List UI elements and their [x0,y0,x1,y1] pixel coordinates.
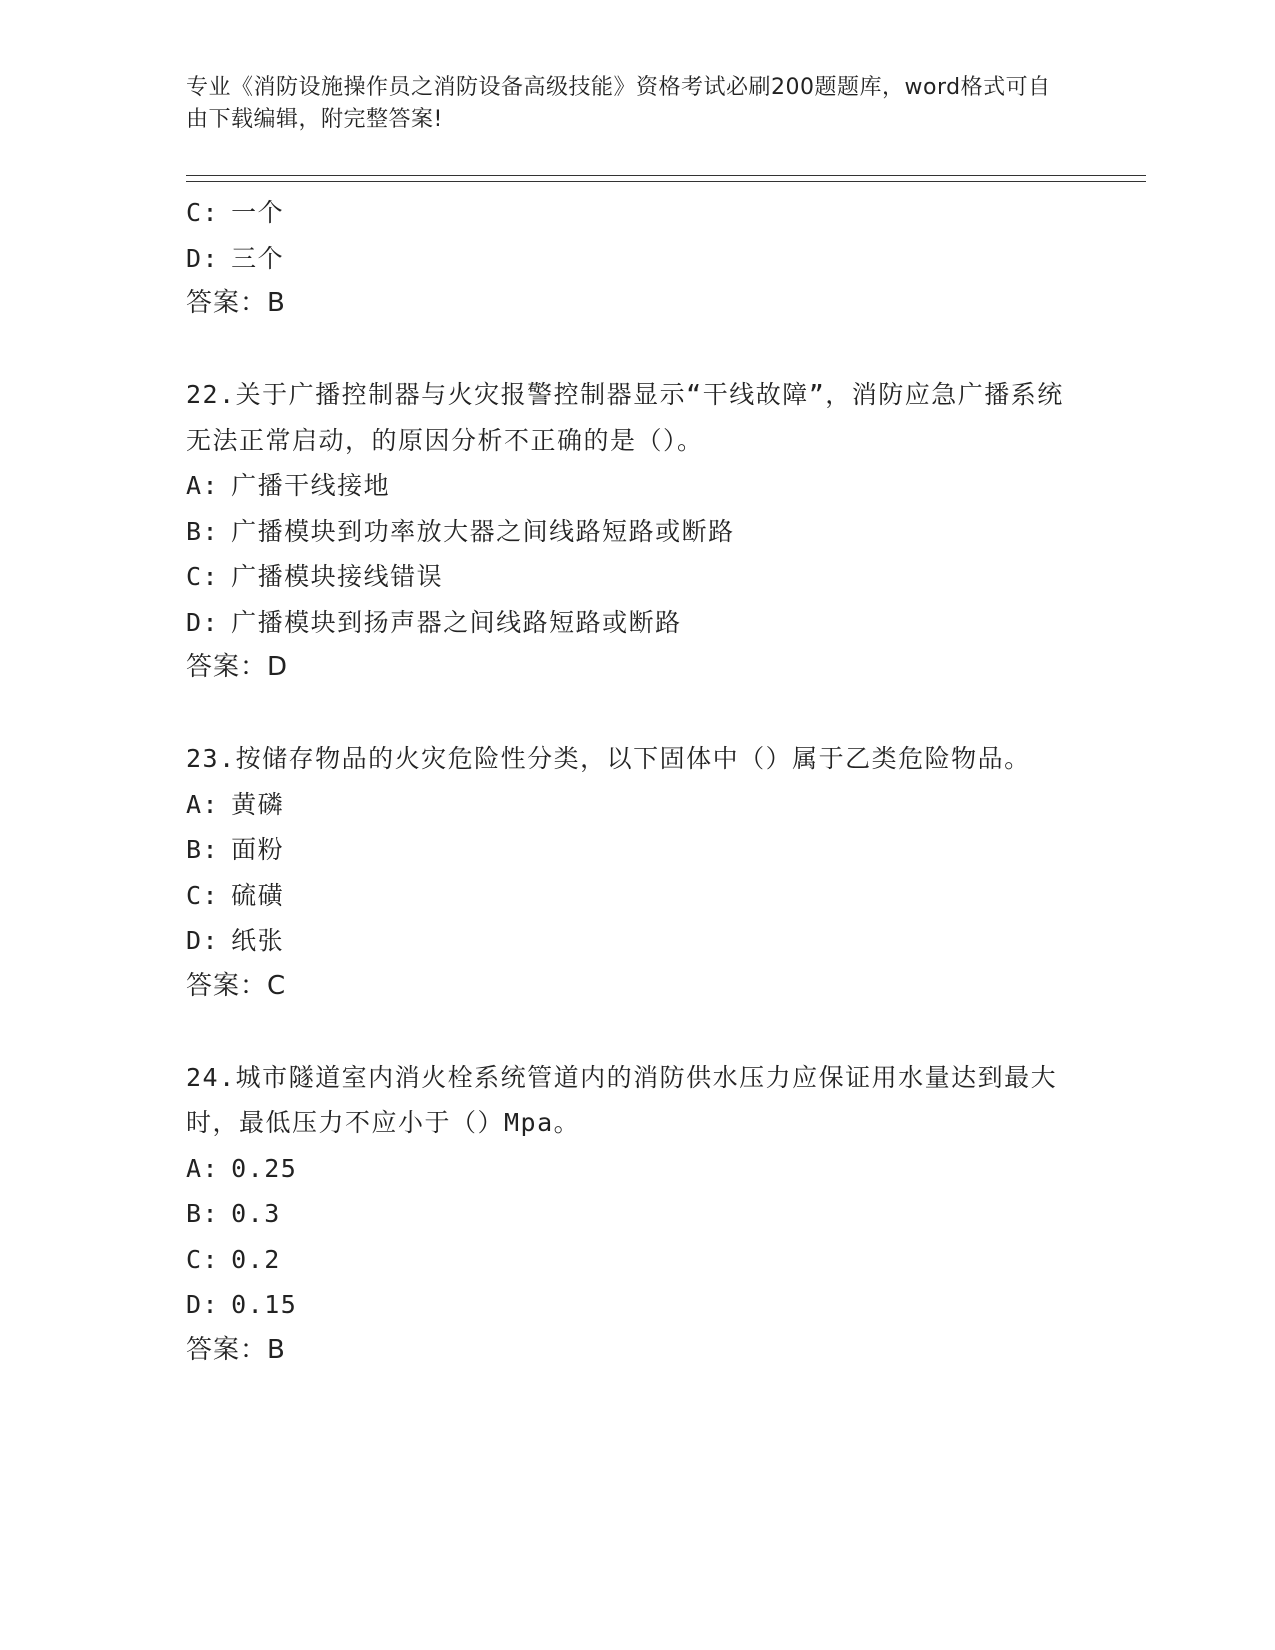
question-23 [186,736,1086,1009]
option-a [186,782,1086,828]
answer-line: 答案：D [186,652,289,682]
option-label: D: [186,926,220,955]
option-b [186,1191,1086,1237]
option-a [186,463,1086,509]
option-label: C: [186,198,220,227]
option-c [186,554,1086,600]
question-22 [186,372,1086,691]
option-label: B: [186,835,220,864]
option-a [186,1146,1086,1192]
option-text: 0.2 [231,1244,281,1274]
option-b [186,509,1086,555]
option-label: C: [186,562,220,591]
previous-question-tail [186,190,1086,327]
option-text: 面粉 [231,835,285,864]
option-b [186,827,1086,873]
option-label: C: [186,880,220,910]
option-text: 广播模块到功率放大器之间线路短路或断路 [231,516,735,546]
header-divider-top [186,175,1146,176]
answer-line: 答案：C [186,970,287,1001]
question-24 [186,1055,1086,1374]
option-text: 广播干线接地 [231,471,391,500]
option-c [186,873,1086,919]
question-text: 23.按储存物品的火灾危险性分类，以下固体中（）属于乙类危险物品。 [186,744,1031,773]
option-text: 广播模块接线错误 [231,562,444,591]
option-label: D: [186,607,220,637]
option-label: D: [186,243,220,273]
question-text: 24.城市隧道室内消火栓系统管道内的消防供水压力应保证用水量达到最大时，最低压力不应小于（）Mpa。 [186,1062,1058,1137]
document-header: 专业《消防设施操作员之消防设备高级技能》资格考试必刷200题题库，word格式可自由下载编辑，附完整答案! [186,75,1051,132]
option-text: 黄磷 [231,789,285,819]
option-text: 纸张 [231,926,285,955]
option-text: 0.15 [231,1290,298,1319]
option-text: 硫磺 [231,880,285,910]
option-label: A: [186,1153,220,1183]
option-label: C: [186,1244,220,1274]
option-label: A: [186,789,220,819]
option-text: 一个 [231,198,285,227]
option-text: 三个 [231,243,285,273]
option-d [186,1282,1086,1328]
header-divider-bottom [186,181,1146,182]
option-label: D: [186,1290,220,1319]
option-text: 广播模块到扬声器之间线路短路或断路 [231,607,682,637]
answer-line: 答案：B [186,1334,286,1365]
option-text: 0.3 [231,1199,281,1228]
question-list [186,190,1086,1373]
option-d [186,918,1086,964]
option-text: 0.25 [231,1153,298,1183]
option-c [186,190,1086,236]
answer-line: 答案：B [186,288,286,318]
option-d [186,236,1086,282]
option-c [186,1237,1086,1283]
option-label: B: [186,516,220,546]
option-label: A: [186,471,220,500]
question-text: 22.关于广播控制器与火灾报警控制器显示“干线故障”，消防应急广播系统无法正常启动，的原因分析不正确的是（）。 [186,380,1064,455]
option-d [186,600,1086,646]
option-label: B: [186,1199,220,1228]
